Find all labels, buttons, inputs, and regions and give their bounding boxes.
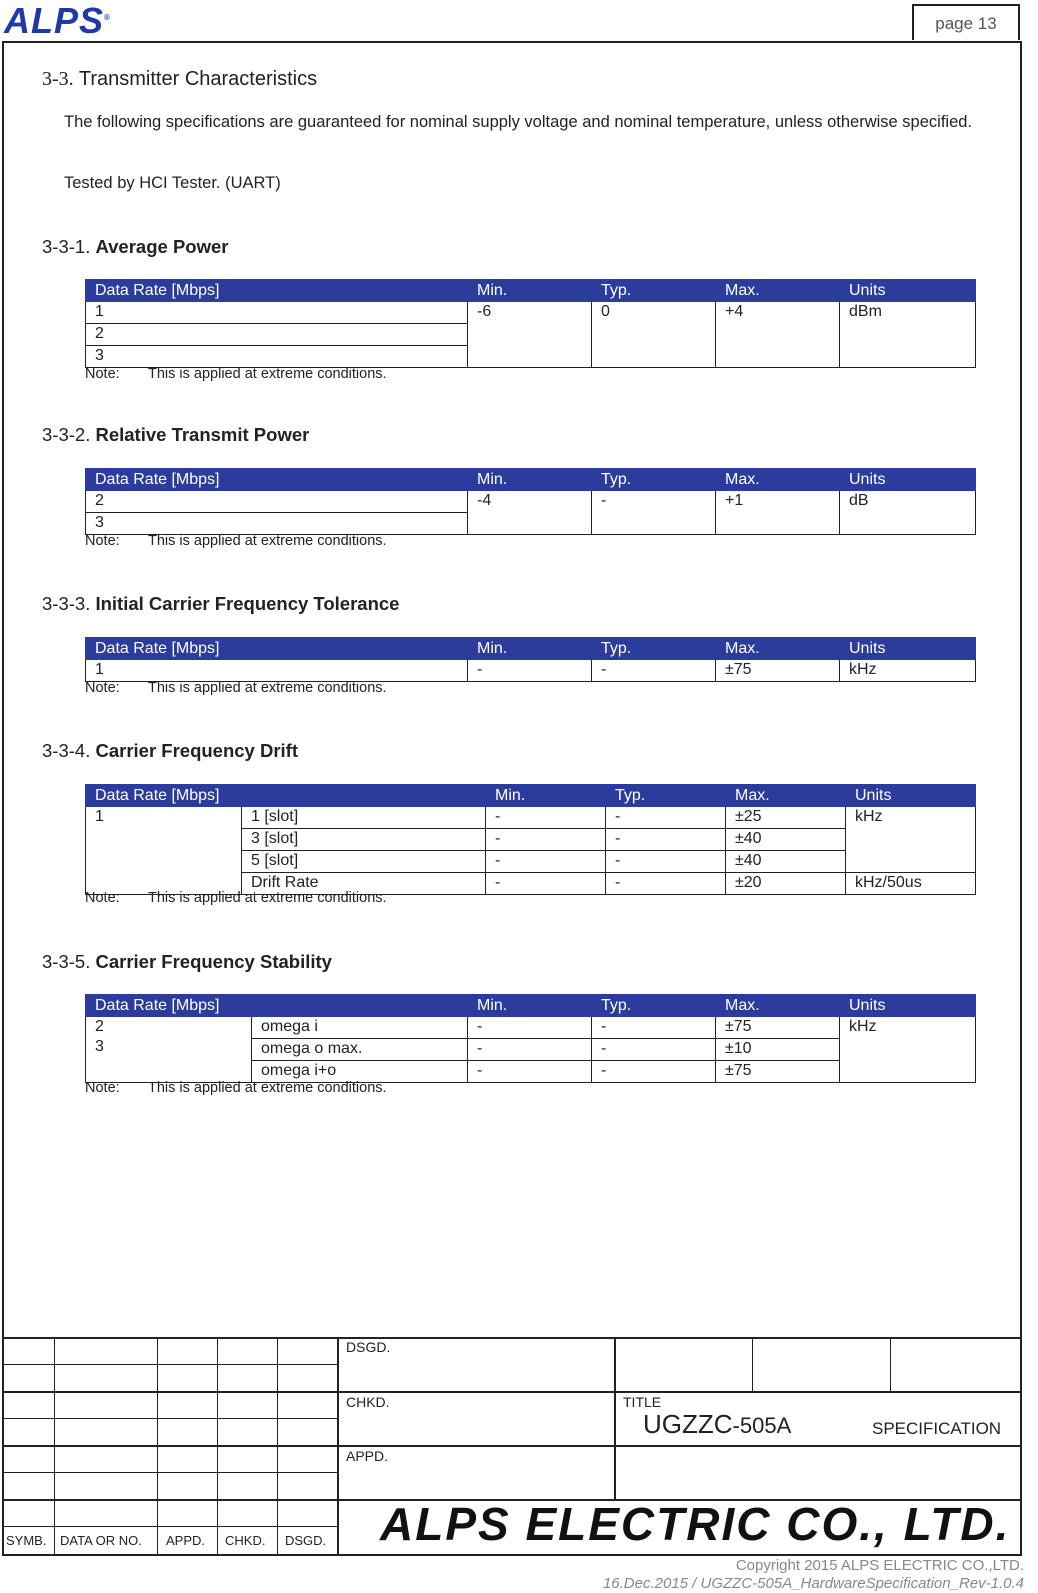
col-max: Max.: [726, 785, 846, 807]
appd-label: APPD.: [346, 1448, 389, 1464]
typ-cell: -: [592, 491, 716, 535]
units-cell: kHz: [840, 660, 976, 682]
typ-cell: -: [606, 829, 726, 851]
doc-reference: 16.Dec.2015 / UGZZC-505A_HardwareSpecification_Rev-1.0.4: [602, 1575, 1024, 1592]
max-cell: ±40: [726, 851, 846, 873]
note-carrier-stability: Note: This is applied at extreme conditions.: [85, 1080, 387, 1096]
model-number: UGZZC-505A: [643, 1409, 792, 1439]
typ-cell: -: [592, 660, 716, 682]
param-cell: Drift Rate: [242, 873, 486, 895]
col-max: Max.: [716, 995, 840, 1017]
units-cell: dB: [840, 491, 976, 535]
max-cell: ±25: [726, 807, 846, 829]
col-units: Units: [846, 785, 976, 807]
rate-cell: 2: [86, 324, 468, 346]
typ-cell: 0: [592, 302, 716, 368]
col-max: Max.: [716, 638, 840, 660]
col-units: Units: [840, 995, 976, 1017]
min-cell: -6: [468, 302, 592, 368]
col-typ: Typ.: [592, 638, 716, 660]
carrier-stability-table: [85, 994, 976, 1083]
col-data-or-no: DATA OR NO.: [60, 1533, 142, 1548]
section-title: 3-3. Transmitter Characteristics: [42, 68, 318, 90]
param-cell: omega i: [252, 1017, 468, 1039]
note-average-power: Note: This is applied at extreme conditions.: [85, 366, 387, 382]
rate-cell: 3: [86, 513, 468, 535]
copyright: Copyright 2015 ALPS ELECTRIC CO.,LTD.: [735, 1557, 1024, 1574]
col-min: Min.: [468, 638, 592, 660]
rate-cell: 1: [86, 807, 242, 895]
min-cell: -: [486, 829, 606, 851]
col-units: Units: [840, 280, 976, 302]
col-units: Units: [840, 469, 976, 491]
typ-cell: -: [606, 851, 726, 873]
col-min: Min.: [468, 280, 592, 302]
col-min: Min.: [468, 469, 592, 491]
col-data-rate: Data Rate [Mbps]: [86, 469, 468, 491]
col-typ: Typ.: [592, 995, 716, 1017]
min-cell: -: [468, 660, 592, 682]
title-label: TITLE: [623, 1394, 662, 1410]
col-appd: APPD.: [166, 1533, 206, 1548]
units-cell: kHz/50us: [846, 873, 976, 895]
note-carrier-drift: Note: This is applied at extreme conditions.: [85, 890, 387, 906]
initial-carrier-table: [85, 637, 976, 682]
units-cell: kHz: [846, 807, 976, 873]
col-data-rate: Data Rate [Mbps]: [86, 280, 468, 302]
average-power-table: [85, 279, 976, 368]
col-max: Max.: [716, 280, 840, 302]
min-cell: -: [486, 873, 606, 895]
rate-cell: 2: [86, 491, 468, 513]
rate-cell: 3: [86, 346, 468, 368]
min-cell: -: [468, 1017, 592, 1039]
param-cell: 3 [slot]: [242, 829, 486, 851]
rate-cell: 1: [86, 302, 468, 324]
typ-cell: -: [606, 807, 726, 829]
col-typ: Typ.: [592, 280, 716, 302]
col-symb: SYMB.: [6, 1533, 47, 1548]
chkd-label: CHKD.: [346, 1394, 390, 1410]
typ-cell: -: [592, 1061, 716, 1083]
col-typ: Typ.: [606, 785, 726, 807]
col-min: Min.: [468, 995, 592, 1017]
param-cell: 1 [slot]: [242, 807, 486, 829]
col-min: Min.: [486, 785, 606, 807]
param-cell: 5 [slot]: [242, 851, 486, 873]
col-typ: Typ.: [592, 469, 716, 491]
rate-cell: 1: [86, 660, 468, 682]
units-cell: dBm: [840, 302, 976, 368]
max-cell: ±75: [716, 1061, 840, 1083]
dsgd-label: DSGD.: [346, 1339, 391, 1355]
typ-cell: -: [592, 1017, 716, 1039]
typ-cell: -: [606, 873, 726, 895]
heading-carrier-drift: 3-3-4. Carrier Frequency Drift: [42, 740, 299, 761]
param-cell: omega o max.: [252, 1039, 468, 1061]
tested-by: Tested by HCI Tester. (UART): [64, 174, 281, 192]
min-cell: -4: [468, 491, 592, 535]
heading-carrier-stability: 3-3-5. Carrier Frequency Stability: [42, 951, 332, 972]
carrier-drift-table: [85, 784, 976, 895]
company-logo: ALPS ELECTRIC CO., LTD.: [380, 1498, 1011, 1550]
col-data-rate: Data Rate [Mbps]: [86, 785, 486, 807]
min-cell: -: [486, 807, 606, 829]
typ-cell: -: [592, 1039, 716, 1061]
note-relative-power: Note: This is applied at extreme conditions.: [85, 533, 387, 549]
min-cell: -: [468, 1061, 592, 1083]
page-number: page 13: [912, 4, 1020, 40]
max-cell: ±75: [716, 660, 840, 682]
max-cell: ±20: [726, 873, 846, 895]
min-cell: -: [486, 851, 606, 873]
alps-logo: ALPS®: [4, 0, 111, 41]
rate-cell: 2 3: [86, 1017, 252, 1083]
units-cell: kHz: [840, 1017, 976, 1083]
max-cell: +4: [716, 302, 840, 368]
min-cell: -: [468, 1039, 592, 1061]
param-cell: omega i+o: [252, 1061, 468, 1083]
intro-paragraph: The following specifications are guaranteed for nominal supply voltage and nominal temperature, unless otherwise specified.: [64, 113, 973, 131]
note-initial-carrier: Note: This is applied at extreme conditions.: [85, 680, 387, 696]
col-units: Units: [840, 638, 976, 660]
relative-power-table: [85, 468, 976, 535]
heading-relative-transmit-power: 3-3-2. Relative Transmit Power: [42, 424, 310, 445]
max-cell: +1: [716, 491, 840, 535]
col-max: Max.: [716, 469, 840, 491]
heading-average-power: 3-3-1. Average Power: [42, 236, 229, 257]
max-cell: ±75: [716, 1017, 840, 1039]
heading-initial-carrier: 3-3-3. Initial Carrier Frequency Tolerance: [42, 593, 400, 614]
col-chkd: CHKD.: [225, 1533, 266, 1548]
max-cell: ±10: [716, 1039, 840, 1061]
col-data-rate: Data Rate [Mbps]: [86, 995, 468, 1017]
spec-label: SPECIFICATION: [872, 1419, 1002, 1438]
col-data-rate: Data Rate [Mbps]: [86, 638, 468, 660]
col-dsgd: DSGD.: [285, 1533, 327, 1548]
max-cell: ±40: [726, 829, 846, 851]
